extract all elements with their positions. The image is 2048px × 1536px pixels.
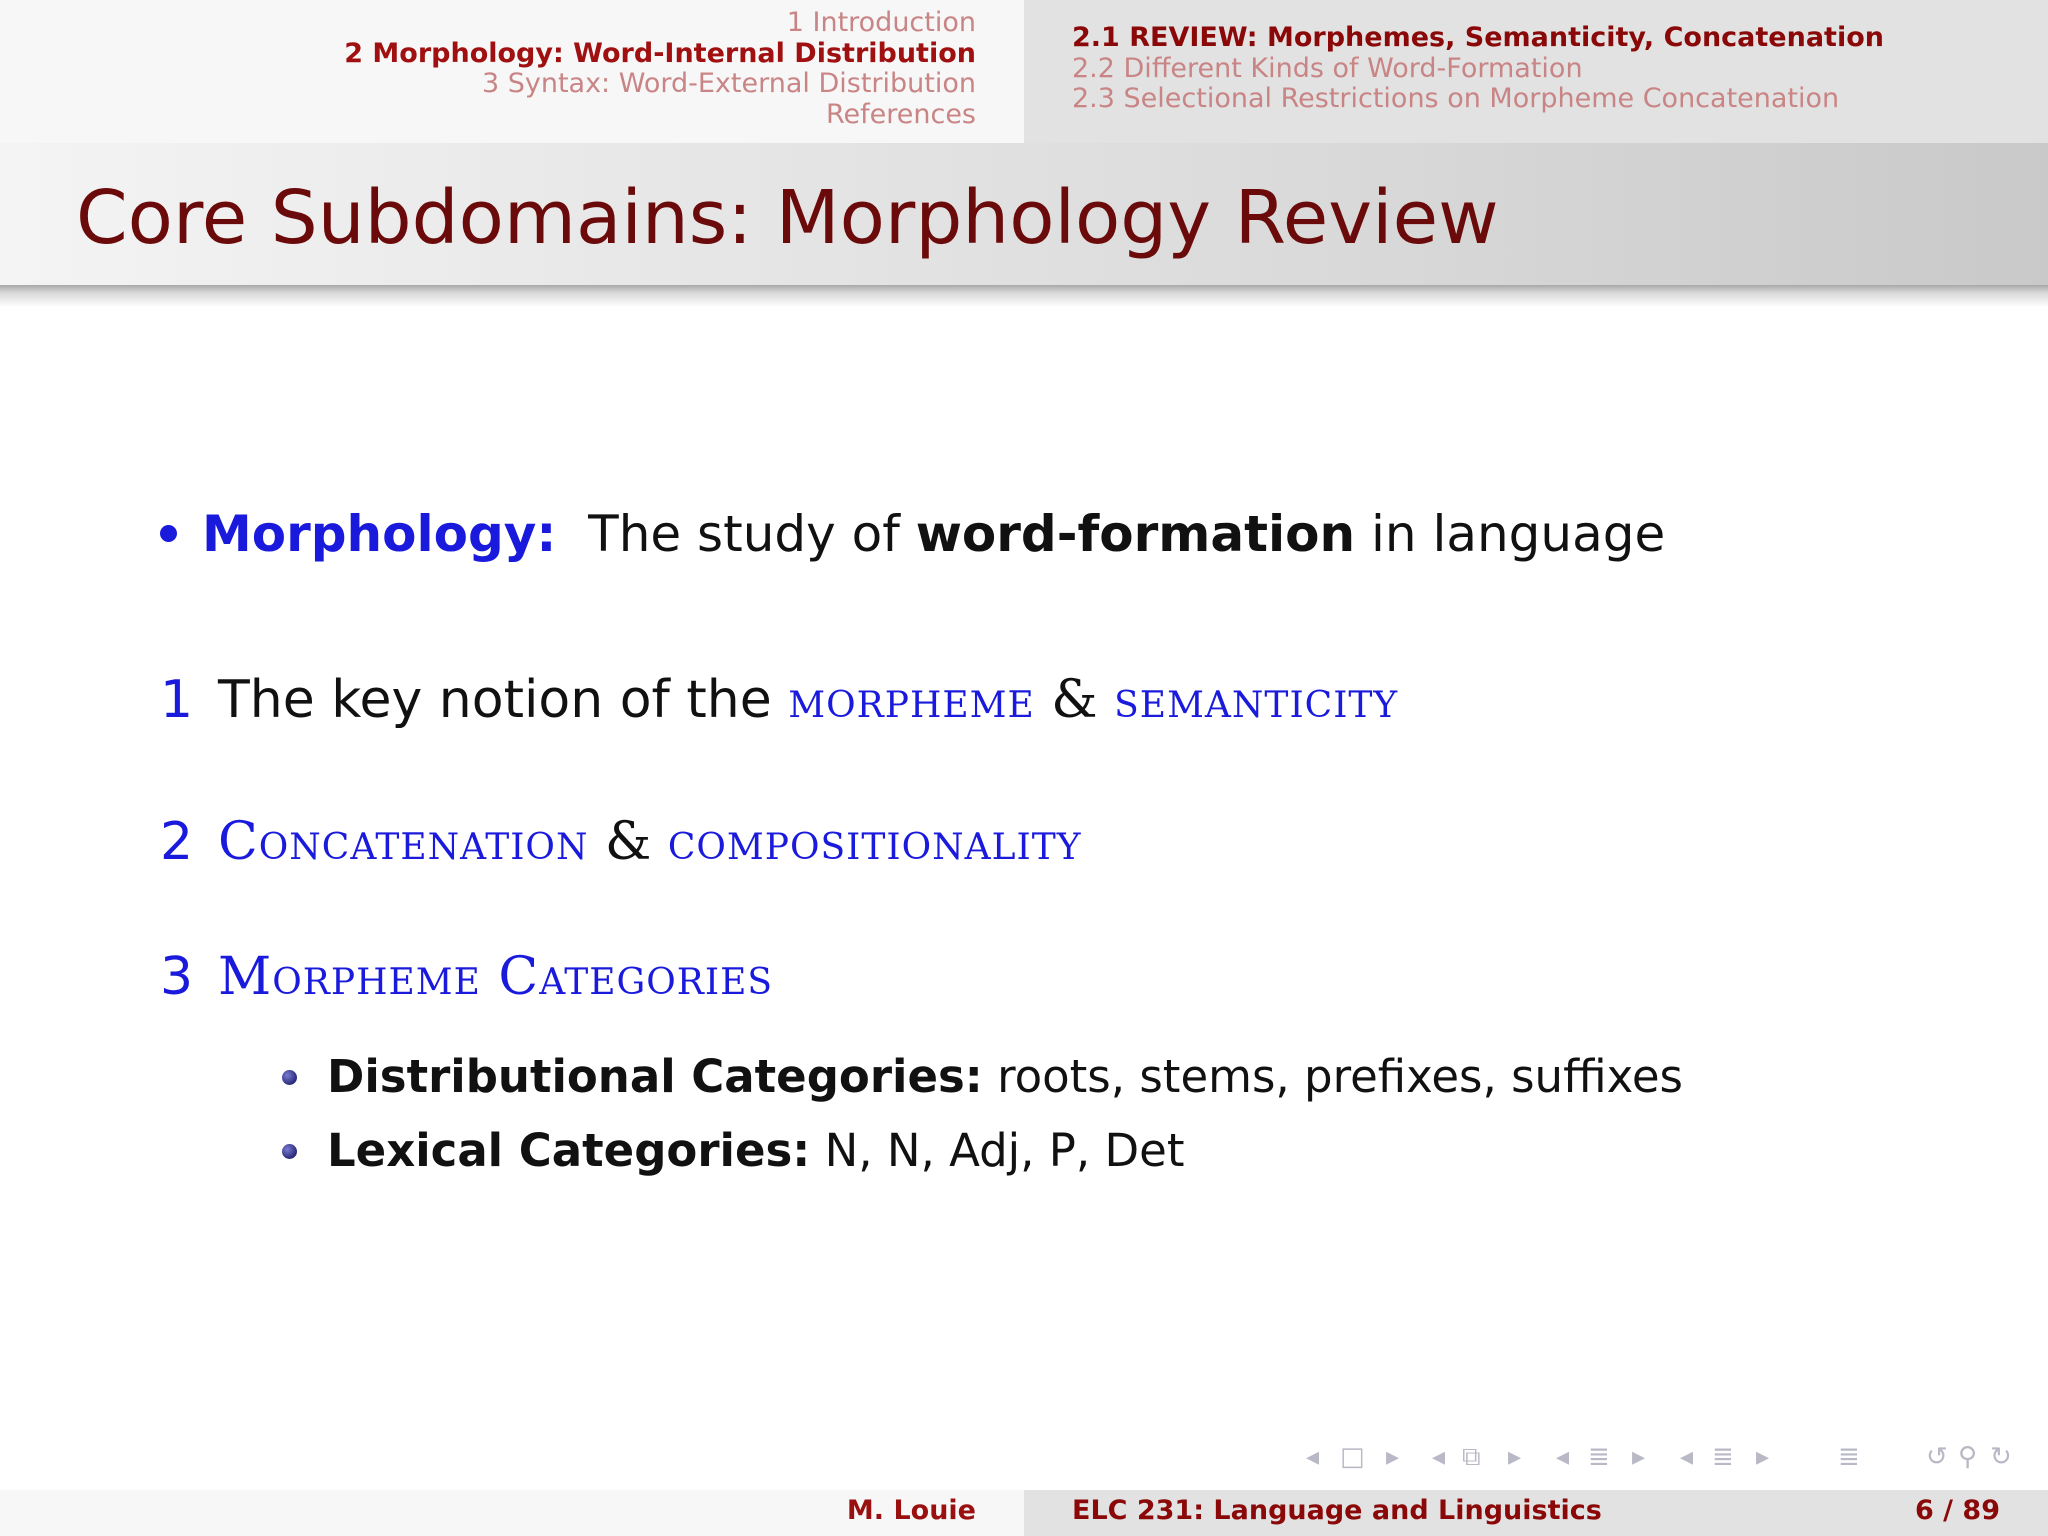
nav-prev-section-arrow-icon[interactable]: ◂ xyxy=(1680,1442,1694,1472)
numbered-item-1 xyxy=(160,670,1398,730)
ampersand: & xyxy=(604,812,652,872)
nav-forward-icon[interactable]: ↻ xyxy=(1990,1442,2012,1472)
subitem-distributional xyxy=(282,1050,1683,1103)
item-number: 3 xyxy=(160,947,194,1007)
section-link-references[interactable]: References xyxy=(825,98,976,130)
subsection-link-word-formation[interactable]: 2.2 Different Kinds of Word-Formation xyxy=(1072,52,1583,84)
bullet-text-after: in language xyxy=(1370,505,1666,563)
term-semanticity: semanticity xyxy=(1114,670,1399,730)
nav-prev-subsection-arrow-icon[interactable]: ◂ xyxy=(1556,1442,1570,1472)
section-nav xyxy=(0,0,1024,143)
nav-next-subsection-arrow-icon[interactable]: ▸ xyxy=(1632,1442,1646,1472)
section-link-syntax[interactable]: 3 Syntax: Word-External Distribution xyxy=(481,68,976,99)
subsection-nav xyxy=(1024,0,2048,143)
footer-page-number: 6 / 89 xyxy=(1914,1495,2000,1526)
numbered-item-2 xyxy=(160,812,1082,872)
footer-author: M. Louie xyxy=(846,1495,976,1526)
ampersand: & xyxy=(1051,670,1098,730)
nav-next-slide-arrow-icon[interactable]: ▸ xyxy=(1508,1442,1522,1472)
term-compositionality: compositionality xyxy=(667,812,1082,872)
term-morpheme-categories: Morpheme Categories xyxy=(218,947,774,1007)
definition-bullet xyxy=(160,505,1665,563)
nav-subsection-icon[interactable]: ≣ xyxy=(1588,1442,1610,1472)
subitem-lexical xyxy=(282,1124,1185,1177)
sub-bullet-icon xyxy=(282,1144,297,1159)
title-bar xyxy=(0,143,2048,285)
nav-prev-frame-arrow-icon[interactable]: ◂ xyxy=(1306,1442,1320,1472)
footer-course: ELC 231: Language and Linguistics xyxy=(1072,1495,1602,1526)
footer-right xyxy=(1024,1490,2048,1536)
term-concatenation: Concatenation xyxy=(218,812,589,872)
bullet-dot xyxy=(160,525,177,542)
item-text: The key notion of the xyxy=(218,670,772,730)
nav-section-icon[interactable]: ≣ xyxy=(1712,1442,1734,1472)
nav-prev-slide-arrow-icon[interactable]: ◂ xyxy=(1432,1442,1446,1472)
item-number: 2 xyxy=(160,812,194,872)
bullet-bold-term: word-formation xyxy=(915,505,1356,563)
slide-title: Core Subdomains: Morphology Review xyxy=(76,175,1499,261)
nav-slide-icon[interactable]: ⧉ xyxy=(1462,1442,1481,1472)
subitem-text: roots, stems, prefixes, suffixes xyxy=(997,1050,1683,1103)
subitem-label: Distributional Categories: xyxy=(327,1050,983,1103)
subsection-link-selectional[interactable]: 2.3 Selectional Restrictions on Morpheme Concatenation xyxy=(1072,83,1840,114)
nav-back-icon[interactable]: ↺ xyxy=(1926,1442,1948,1472)
subsection-link-review[interactable]: 2.1 REVIEW: Morphemes, Semanticity, Concatenation xyxy=(1072,22,1884,53)
header-navigation xyxy=(0,0,2048,143)
item-number: 1 xyxy=(160,670,194,730)
section-list xyxy=(344,8,976,130)
section-link-morphology[interactable]: 2 Morphology: Word-Internal Distribution xyxy=(344,37,976,69)
section-link-introduction[interactable]: 1 Introduction xyxy=(786,7,976,38)
nav-frame-icon[interactable]: □ xyxy=(1340,1442,1365,1472)
footer-left xyxy=(0,1490,1024,1536)
bullet-text-before: The study of xyxy=(588,505,900,563)
nav-appendix-icon[interactable]: ≣ xyxy=(1838,1442,1860,1472)
subitem-label: Lexical Categories: xyxy=(327,1124,811,1177)
subitem-text: N, N, Adj, P, Det xyxy=(824,1124,1185,1177)
sub-bullet-icon xyxy=(282,1070,297,1085)
term-morpheme: morpheme xyxy=(788,670,1035,730)
nav-search-icon[interactable]: ⚲ xyxy=(1958,1442,1978,1472)
title-bar-shadow xyxy=(0,285,2048,307)
subsection-list xyxy=(1072,23,1884,115)
navigation-controls xyxy=(1306,1442,2026,1482)
bullet-keyword: Morphology: xyxy=(202,505,557,563)
nav-next-frame-arrow-icon[interactable]: ▸ xyxy=(1386,1442,1400,1472)
numbered-item-3 xyxy=(160,947,773,1007)
nav-next-section-arrow-icon[interactable]: ▸ xyxy=(1756,1442,1770,1472)
